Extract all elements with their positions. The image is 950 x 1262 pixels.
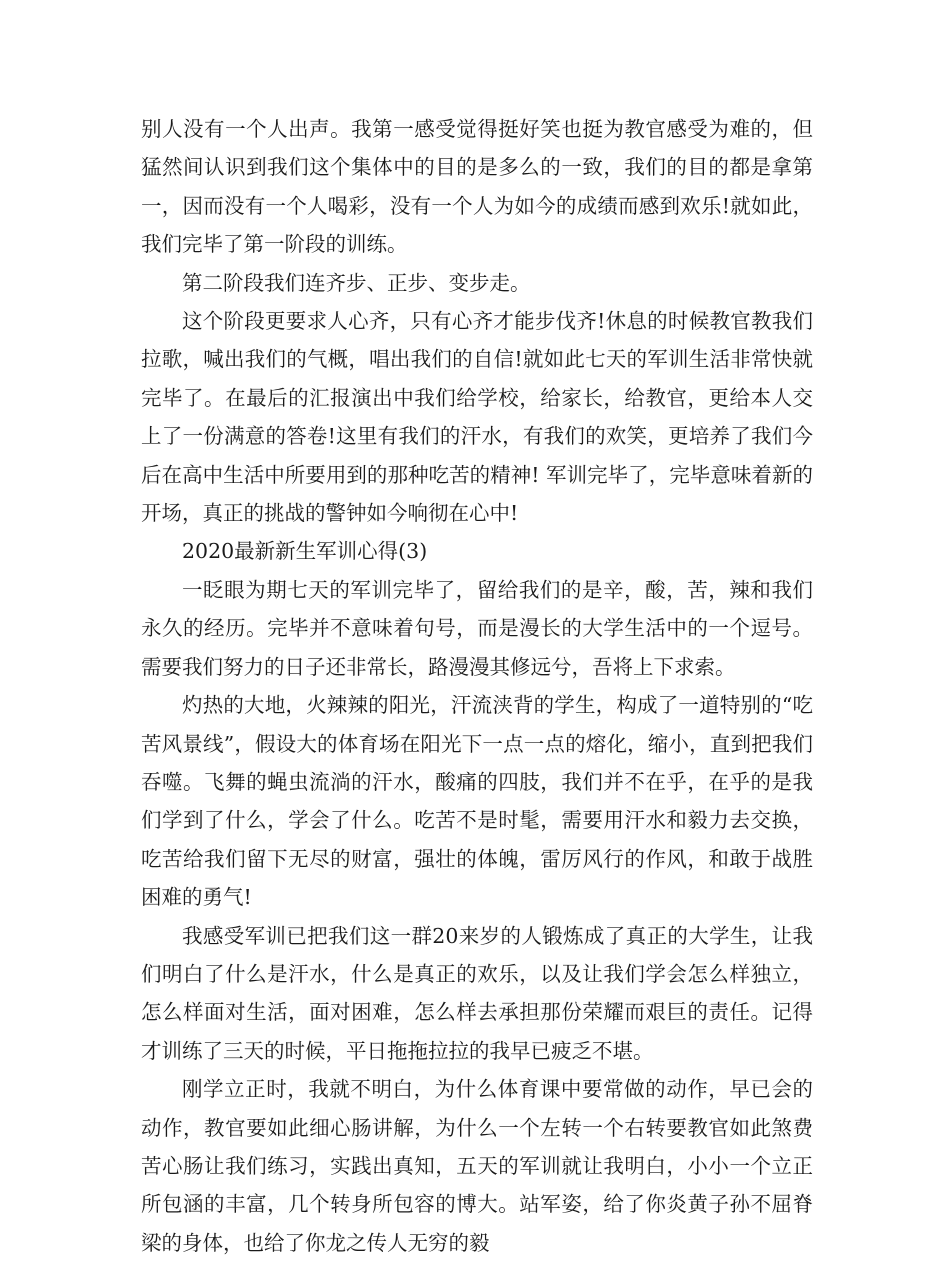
paragraph: 第二阶段我们连齐步、正步、变步走。 [182,270,531,295]
paragraph: 灼热的大地，火辣辣的阳光，汗流浃背的学生，构成了一道特别的“吃苦风景线”，假设大的体育场在阳光下一点一点的熔化，缩小，直到把我们吞噬。飞舞的蝇虫流淌的汗水，酸痛的四肢，我们并不在乎，在乎的是我们学到了什么，学会了什么。吃苦不是时髦，需要用汗水和毅力去交换，吃苦给我们留下无尽的财富，强壮的体魄，雷厉风行的作风，和敢于战胜困难的勇气! [141,693,813,910]
paragraph: 刚学立正时，我就不明白，为什么体育课中要常做的动作，早已会的动作，教官要如此细心肠讲解，为什么一个左转一个右转要教官如此煞费苦心肠让我们练习，实践出真知，五天的军训就让我明白，小小一个立正所包涵的丰富，几个转身所包容的博大。站军姿，给了你炎黄子孙不屈脊梁的身体，也给了你龙之传人无穷的毅 [141,1077,813,1255]
paragraph: 我感受军训已把我们这一群20来岁的人锻炼成了真正的大学生，让我们明白了什么是汗水，什么是真正的欢乐，以及让我们学会怎么样独立，怎么样面对生活，面对困难，怎么样去承担那份荣耀而艰巨的责任。记得才训练了三天的时候，平日拖拖拉拉的我早已疲乏不堪。 [141,923,813,1063]
document-body [141,110,813,1262]
paragraph-continued: 别人没有一个人出声。我第一感受觉得挺好笑也挺为教官感受为难的，但猛然间认识到我们这个集体中的目的是多么的一致，我们的目的都是拿第一，因而没有一个人喝彩，没有一个人为如今的成绩而感到欢乐!就如此，我们完毕了第一阶段的训练。 [141,117,813,257]
section-heading: 2020最新新生军训心得(3) [182,539,428,564]
paragraph: 这个阶段更要求人心齐，只有心齐才能步伐齐!休息的时候教官教我们拉歌，喊出我们的气概，唱出我们的自信!就如此七天的军训生活非常快就完毕了。在最后的汇报演出中我们给学校，给家长，给教官，更给本人交上了一份满意的答卷!这里有我们的汗水，有我们的欢笑，更培养了我们今后在高中生活中所要用到的那种吃苦的精神! 军训完毕了，完毕意味着新的开场，真正的挑战的警钟如今响彻在心中! [141,309,813,526]
paragraph: 一眨眼为期七天的军训完毕了，留给我们的是辛，酸，苦，辣和我们永久的经历。完毕并不意味着句号，而是漫长的大学生活中的一个逗号。需要我们努力的日子还非常长，路漫漫其修远兮，吾将上下求索。 [141,577,813,679]
